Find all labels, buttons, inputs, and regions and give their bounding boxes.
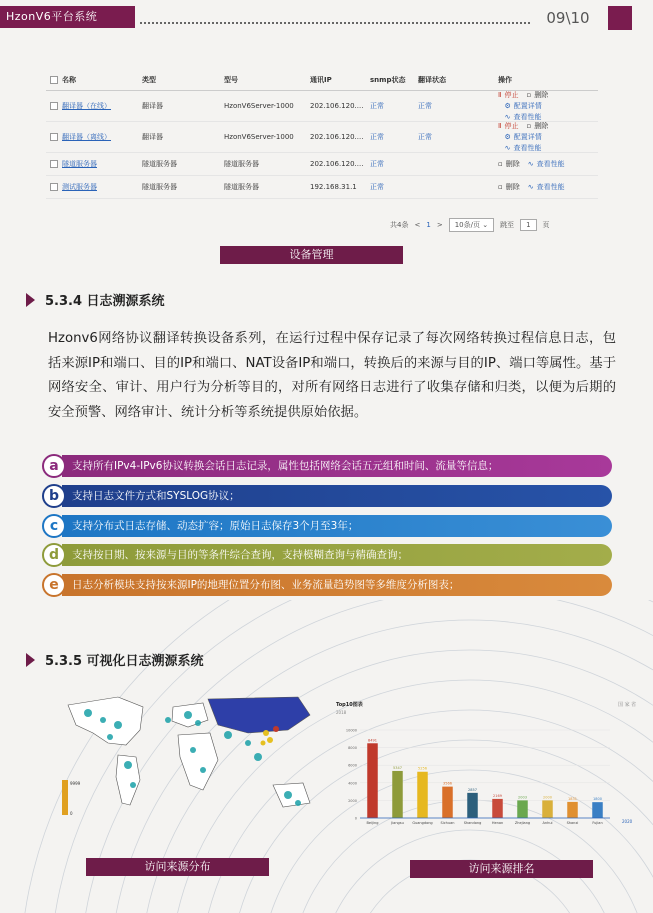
gear-icon: ⚙ bbox=[504, 133, 511, 141]
col-name: 名称 bbox=[62, 76, 76, 84]
row-checkbox[interactable] bbox=[50, 160, 58, 168]
x-tick-label: Shanxi bbox=[566, 821, 579, 825]
africa-shape bbox=[178, 733, 218, 790]
bar-shandong[interactable] bbox=[467, 793, 478, 818]
stop-button[interactable]: Ⅱ 停止 bbox=[498, 91, 519, 99]
top10-bar-chart bbox=[330, 690, 640, 840]
select-all-checkbox[interactable] bbox=[50, 76, 58, 84]
bar-value-label: 2857 bbox=[468, 787, 477, 792]
row-name-link[interactable]: 翻译器（在线） bbox=[62, 102, 111, 110]
y-tick-label: 10000 bbox=[345, 728, 357, 733]
bullet-text: 支持日志文件方式和SYSLOG协议； bbox=[62, 485, 612, 507]
x-tick-label: Zhejiang bbox=[514, 821, 531, 825]
view-performance-button[interactable]: ∿ 查看性能 bbox=[504, 113, 542, 121]
col-snmp: snmp状态 bbox=[370, 76, 406, 84]
caption-access-ranking: 访问来源排名 bbox=[410, 860, 593, 878]
bullet-letter: b bbox=[42, 484, 66, 508]
world-map bbox=[48, 685, 350, 835]
chart-x-end-label: 2020 bbox=[622, 819, 633, 824]
row-type: 隧道服务器 bbox=[142, 160, 177, 168]
bullet-letter: d bbox=[42, 543, 66, 567]
bullet-text: 日志分析模块支持按来源IP的地理位置分布图、业务流量趋势图等多维度分析图表； bbox=[62, 574, 612, 596]
chart-bars bbox=[360, 738, 610, 825]
trash-icon: ▫ bbox=[498, 183, 503, 191]
bullet-text: 支持所有IPv4-IPv6协议转换会话日志记录，属性包括网络会话五元组和时间、流量等信息； bbox=[62, 455, 612, 477]
chart-icon: ∿ bbox=[504, 113, 511, 121]
view-performance-button[interactable]: ∿ 查看性能 bbox=[527, 160, 565, 168]
bullet-d bbox=[42, 543, 612, 567]
row-type: 翻译器 bbox=[142, 102, 163, 110]
header-title: HzonV6平台系统 bbox=[0, 6, 135, 28]
row-ip: 202.106.120.... bbox=[310, 102, 364, 110]
triangle-icon bbox=[26, 293, 35, 307]
map-legend-bar bbox=[62, 780, 68, 815]
jump-input[interactable]: 1 bbox=[520, 219, 536, 231]
chart-y-ticks bbox=[346, 729, 357, 821]
table-row bbox=[46, 153, 598, 176]
caption-access-distribution: 访问来源分布 bbox=[86, 858, 269, 876]
page-number: 09\10 bbox=[546, 9, 590, 27]
chart-icon: ∿ bbox=[504, 144, 511, 152]
y-tick-label: 2000 bbox=[348, 798, 357, 803]
row-model: 隧道服务器 bbox=[224, 160, 259, 168]
table-header bbox=[46, 70, 598, 91]
x-tick-label: Sichuan bbox=[440, 821, 455, 825]
bar-anhui[interactable] bbox=[542, 800, 553, 818]
bar-value-label: 3566 bbox=[443, 781, 452, 786]
section-paragraph: Hzonv6网络协议翻译转换设备系列，在运行过程中保存记录了每次网络转换过程信息日志，包括来源IP和端口、目的IP和端口、NAT设备IP和端口，转换后的来源与目的IP、端口等属性。基于网络安全、审计、用户行为分析等目的，对所有网络日志进行了收集存储和归类，以便为后期的安全预警、网络审计、统计分析等系统提供原始依据。 bbox=[48, 331, 616, 420]
x-tick-label: Henan bbox=[491, 821, 504, 825]
row-snmp: 正常 bbox=[370, 160, 384, 168]
section-heading-visual-log: 5.3.5 可视化日志溯源系统 bbox=[26, 650, 204, 669]
x-tick-label: Jiangsu bbox=[391, 821, 404, 825]
config-detail-button[interactable]: ⚙ 配置详情 bbox=[504, 102, 542, 110]
row-model: HzonV6Server-1000 bbox=[224, 102, 294, 110]
row-name-link[interactable]: 隧道服务器 bbox=[62, 160, 97, 168]
col-ip: 通讯IP bbox=[310, 76, 332, 84]
x-tick-label: Shandong bbox=[463, 821, 482, 825]
caption-device-management: 设备管理 bbox=[220, 246, 403, 264]
row-name-link[interactable]: 翻译器（离线） bbox=[62, 133, 111, 141]
table-row bbox=[46, 91, 598, 122]
row-type: 隧道服务器 bbox=[142, 183, 177, 191]
gear-icon: ⚙ bbox=[504, 102, 511, 110]
col-trans: 翻译状态 bbox=[418, 76, 446, 84]
bar-value-label: 2003 bbox=[518, 795, 527, 800]
row-ops bbox=[498, 122, 548, 152]
trash-icon: ▫ bbox=[498, 160, 503, 168]
total-count: 共4条 bbox=[390, 221, 409, 229]
bullet-text: 支持按日期、按来源与目的等条件综合查询，支持模糊查询与精确查询； bbox=[62, 544, 612, 566]
header-divider bbox=[140, 22, 530, 24]
bar-value-label: 5256 bbox=[418, 766, 427, 771]
chart-icon: ∿ bbox=[527, 160, 534, 168]
jump-label: 跳至 bbox=[500, 221, 515, 229]
current-page[interactable]: 1 bbox=[426, 221, 431, 229]
x-tick-label: Fujian bbox=[592, 821, 603, 825]
delete-button[interactable]: ▫ 删除 bbox=[526, 91, 549, 99]
bullet-letter: c bbox=[42, 514, 66, 538]
bullet-c bbox=[42, 514, 612, 538]
row-ip: 202.106.120.... bbox=[310, 133, 364, 141]
table-row bbox=[46, 176, 598, 199]
bullet-letter: e bbox=[42, 573, 66, 597]
section-heading-log-trace: 5.3.4 日志溯源系统 bbox=[26, 290, 165, 309]
y-tick-label: 8000 bbox=[348, 746, 357, 751]
bar-value-label: 1831 bbox=[568, 796, 577, 801]
bar-fujian[interactable] bbox=[592, 802, 603, 818]
y-tick-label: 4000 bbox=[348, 781, 357, 786]
bar-value-label: 8491 bbox=[368, 738, 377, 743]
chart-title: Top10图表 bbox=[336, 702, 363, 708]
bar-zhejiang[interactable] bbox=[517, 800, 528, 818]
delete-button[interactable]: ▫ 删除 bbox=[526, 122, 549, 130]
row-name-link[interactable]: 测试服务器 bbox=[62, 183, 97, 191]
row-snmp: 正常 bbox=[370, 133, 384, 141]
asia-shape bbox=[208, 697, 310, 733]
row-checkbox[interactable] bbox=[50, 102, 58, 110]
bullet-a bbox=[42, 454, 612, 478]
delete-button[interactable]: ▫ 删除 bbox=[498, 183, 520, 191]
row-ops bbox=[498, 91, 548, 121]
view-performance-button[interactable]: ∿ 查看性能 bbox=[527, 183, 565, 191]
row-trans: 正常 bbox=[418, 102, 432, 110]
chart-corner-label: 国 家 省 bbox=[618, 702, 637, 708]
trash-icon: ▫ bbox=[526, 91, 532, 99]
bar-beijing[interactable] bbox=[367, 743, 378, 818]
bullet-text: 支持分布式日志存储、动态扩容；原始日志保存3个月至3年； bbox=[62, 515, 612, 537]
chevron-down-icon: ⌄ bbox=[482, 221, 489, 229]
row-checkbox[interactable] bbox=[50, 133, 58, 141]
trash-icon: ▫ bbox=[526, 122, 532, 130]
pause-icon: Ⅱ bbox=[498, 91, 502, 99]
row-model: HzonV6Server-1000 bbox=[224, 133, 294, 141]
stop-button[interactable]: Ⅱ 停止 bbox=[498, 122, 519, 130]
row-ip: 202.106.120.... bbox=[310, 160, 364, 168]
col-ops: 操作 bbox=[498, 76, 512, 84]
table-row bbox=[46, 122, 598, 153]
view-performance-button[interactable]: ∿ 查看性能 bbox=[504, 144, 542, 152]
x-tick-label: Beijing bbox=[366, 821, 379, 825]
bullet-e bbox=[42, 573, 612, 597]
col-model: 型号 bbox=[224, 76, 238, 84]
device-table bbox=[46, 70, 598, 199]
bar-henan[interactable] bbox=[492, 799, 503, 818]
bar-jiangsu[interactable] bbox=[392, 771, 403, 818]
row-checkbox[interactable] bbox=[50, 183, 58, 191]
pause-icon: Ⅱ bbox=[498, 122, 502, 130]
x-tick-label: Guangdong bbox=[412, 821, 433, 825]
bar-value-label: 1800 bbox=[593, 797, 602, 802]
bar-value-label: 5347 bbox=[393, 765, 402, 770]
pagination bbox=[390, 218, 550, 232]
bullet-b bbox=[42, 484, 612, 508]
per-page-select[interactable]: 10条/页 ⌄ bbox=[449, 218, 494, 232]
header-square bbox=[608, 6, 632, 30]
y-tick-label: 0 bbox=[354, 816, 357, 821]
next-page-button[interactable]: > bbox=[436, 221, 443, 229]
row-snmp: 正常 bbox=[370, 183, 384, 191]
config-detail-button[interactable]: ⚙ 配置详情 bbox=[504, 133, 542, 141]
map-legend-high: 9999 bbox=[70, 781, 81, 786]
prev-page-button[interactable]: < bbox=[414, 221, 421, 229]
delete-button[interactable]: ▫ 删除 bbox=[498, 160, 520, 168]
page-unit-label: 页 bbox=[542, 221, 550, 229]
map-legend-low: 0 bbox=[70, 811, 73, 816]
row-trans: 正常 bbox=[418, 133, 432, 141]
chart-icon: ∿ bbox=[527, 183, 534, 191]
bar-value-label: 2000 bbox=[543, 795, 552, 800]
bar-value-label: 2169 bbox=[493, 793, 502, 798]
y-tick-label: 6000 bbox=[348, 763, 357, 768]
row-type: 翻译器 bbox=[142, 133, 163, 141]
x-tick-label: Anhui bbox=[542, 821, 553, 825]
row-ip: 192.168.31.1 bbox=[310, 183, 357, 191]
bar-guangdong[interactable] bbox=[417, 772, 428, 818]
bar-sichuan[interactable] bbox=[442, 787, 453, 818]
row-snmp: 正常 bbox=[370, 102, 384, 110]
row-model: 隧道服务器 bbox=[224, 183, 259, 191]
bullet-letter: a bbox=[42, 454, 66, 478]
triangle-icon bbox=[26, 653, 35, 667]
col-type: 类型 bbox=[142, 76, 156, 84]
bar-shanxi[interactable] bbox=[567, 802, 578, 818]
chart-subtitle: 2018 bbox=[336, 710, 347, 715]
